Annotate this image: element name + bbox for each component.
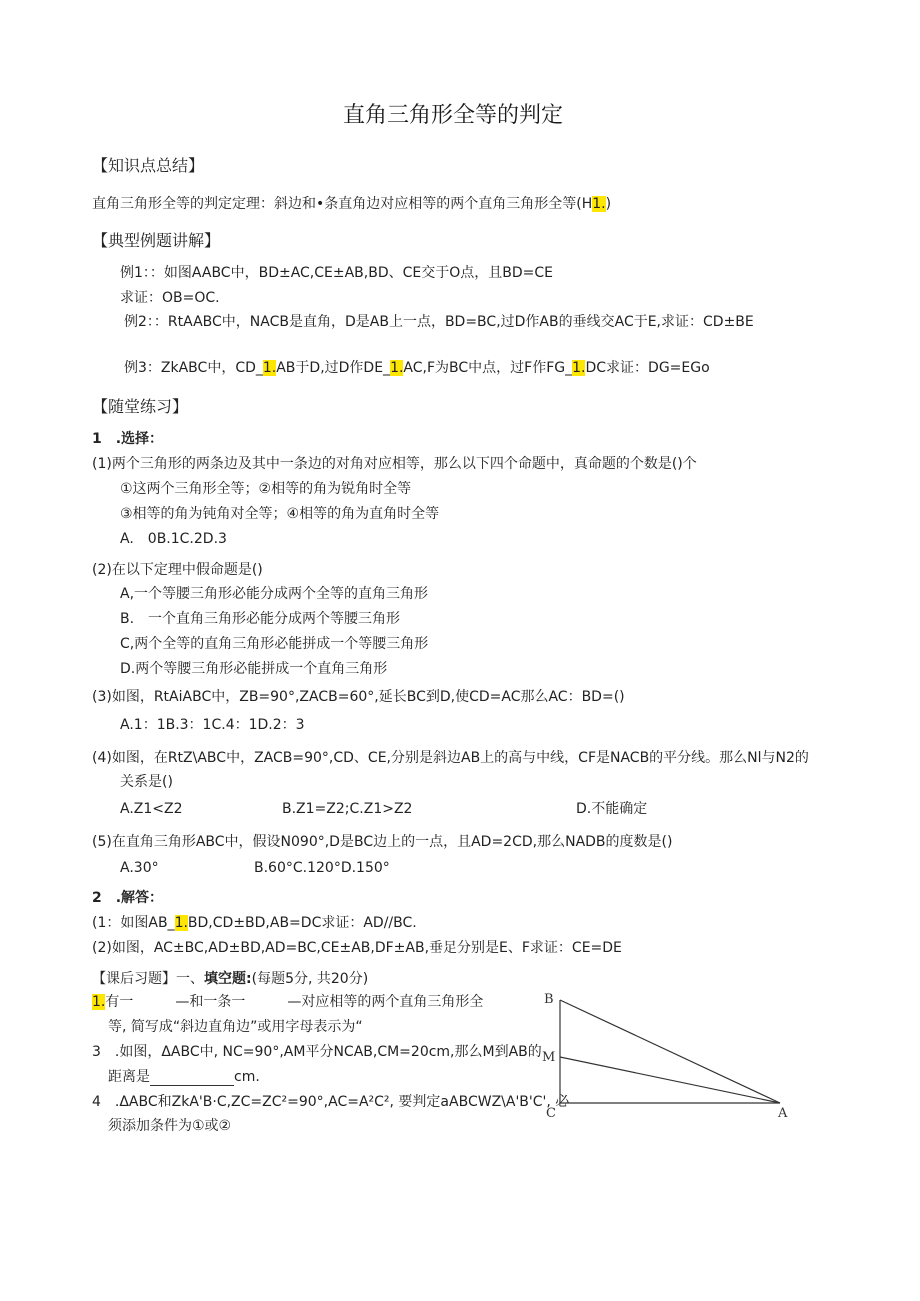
segment-ma — [560, 1057, 780, 1103]
label-m: M — [542, 1050, 556, 1065]
q2-label: 2 .解答： — [92, 890, 164, 906]
example-3 — [124, 359, 710, 377]
example-3-text: AB于D,过D作DE_ — [276, 360, 391, 376]
q1-5-option-bcd: B.60°C.120°D.150° — [254, 860, 390, 876]
q1-1-a: ①这两个三角形全等；②相等的角为锐角时全等 — [120, 481, 412, 497]
q1-4: (4)如图，在RtZ\ABC中，ZACB=90°,CD、CE,分别是斜边AB上的高与中线，CF是NACB的平分线。那么Nl与N2的 — [92, 750, 809, 766]
problem-4-cont: 须添加条件为①或② — [108, 1118, 232, 1134]
page-title: 直角三角形全等的判定 — [343, 103, 564, 128]
example-1-proof: 求证：OB=OC. — [120, 290, 220, 306]
q2-1 — [92, 914, 417, 932]
theorem-line — [92, 195, 611, 213]
q1-2-d: D.两个等腰三角形必能拼成一个直角三角形 — [120, 661, 388, 677]
highlight-mark: 1. — [592, 196, 606, 212]
q1-4-option-a: A.Z1<Z2 — [120, 801, 183, 817]
q1-4-option-d: D.不能确定 — [576, 801, 648, 817]
problem-3-unit: cm. — [234, 1069, 260, 1085]
example-2: 例2：：RtAABC中，NACB是直角，D是AB上一点，BD=BC,过D作AB的垂线交AC于E,求证：CD±BE — [124, 314, 754, 330]
q1-2-b: B. 一个直角三角形必能分成两个等腰三角形 — [120, 611, 401, 627]
q1-4-cont: 关系是() — [120, 774, 173, 790]
problem-1-cont: 等, 简写成“斜边直角边”或用字母表示为“ — [108, 1019, 363, 1035]
label-b: B — [544, 992, 554, 1007]
example-1: 例1：：如图AABC中，BD±AC,CE±AB,BD、CE交于O点，且BD=CE — [120, 265, 554, 281]
example-3-text: AC,F为BC中点，过F作FG_ — [403, 360, 573, 376]
section-heading-practice: 【随堂练习】 — [92, 397, 189, 416]
problem-3-cont — [108, 1068, 260, 1086]
label-a: A — [778, 1106, 788, 1121]
q1-3-options: A.1：1B.3：1C.4：1D.2：3 — [120, 717, 305, 733]
example-3-text: DC求证：DG=EGo — [585, 360, 710, 376]
problem-4: 4 .ΔABC和ZkA'B·C,ZC=ZC²=90°,AC=A²C², 要判定aABCWZ\A'B'C', 必 — [92, 1094, 570, 1110]
answer-blank — [150, 1071, 234, 1086]
q1-2: (2)在以下定理中假命题是() — [92, 562, 263, 578]
label-c: C — [546, 1106, 556, 1121]
highlight-mark: 1. — [174, 915, 188, 931]
q2-2: (2)如图，AC±BC,AD±BD,AD=BC,CE±AB,DF±AB,垂足分别是E、F求证：CE=DE — [92, 940, 622, 956]
q1-4-option-bc: B.Z1=Z2;C.Z1>Z2 — [282, 801, 413, 817]
highlight-mark: 1. — [92, 994, 106, 1010]
q1-3: (3)如图，RtAiABC中，ZB=90°,ZACB=60°,延长BC到D,使CD=AC那么AC：BD=() — [92, 689, 625, 705]
theorem-end: ) — [605, 196, 612, 212]
highlight-mark: 1. — [572, 360, 586, 376]
q1-1-b: ③相等的角为钝角对全等；④相等的角为直角时全等 — [120, 506, 440, 522]
triangle-figure — [530, 985, 800, 1125]
q1-label: 1 .选择： — [92, 431, 164, 447]
problem-1-text: 有一 —和一条一 —对应相等的两个直角三角形全 — [105, 994, 484, 1010]
homework-heading — [92, 970, 368, 988]
q2-1-text: BD,CD±BD,AB=DC求证：AD//BC. — [187, 915, 417, 931]
q1-5-option-a: A.30° — [120, 860, 159, 876]
q1-2-a: A,一个等腰三角形必能分成两个全等的直角三角形 — [120, 586, 429, 602]
highlight-mark: 1. — [262, 360, 277, 376]
homework-heading-bold: 填空题: — [204, 971, 252, 987]
q2-1-text: (1：如图AB_ — [92, 915, 175, 931]
q1-1: (1)两个三角形的两条边及其中一条边的对角对应相等，那么以下四个命题中，真命题的个数是()个 — [92, 456, 697, 472]
q1-2-c: C,两个全等的直角三角形必能拼成一个等腰三角形 — [120, 636, 429, 652]
theorem-text: 直角三角形全等的判定定理：斜边和•条直角边对应相等的两个直角三角形全等(H — [92, 196, 593, 212]
highlight-mark: 1. — [390, 360, 404, 376]
example-3-text: 例3：ZkABC中，CD_ — [124, 360, 263, 376]
side-ba — [560, 1000, 780, 1103]
homework-heading-text: 【课后习题】一、 — [92, 971, 204, 987]
homework-heading-note: (每题5分, 共20分) — [251, 971, 369, 987]
problem-3-text: 距离是 — [108, 1069, 150, 1085]
section-heading-examples: 【典型例题讲解】 — [92, 231, 221, 250]
section-heading-knowledge: 【知识点总结】 — [92, 156, 205, 175]
problem-3: 3 .如图，ΔABC中, NC=90°,AM平分NCAB,CM=20cm,那么M到AB的 — [92, 1044, 542, 1060]
problem-1 — [92, 993, 483, 1011]
q1-5: (5)在直角三角形ABC中，假设N090°,D是BC边上的一点，且AD=2CD,那么NADB的度数是() — [92, 834, 673, 850]
q1-1-options: A. 0B.1C.2D.3 — [120, 531, 227, 547]
